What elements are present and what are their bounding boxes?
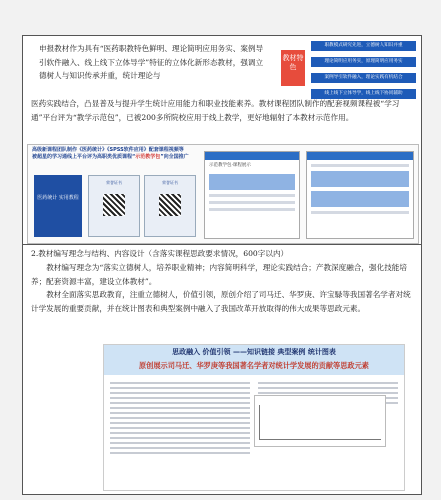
article-header: 思政融入 价值引领 ——知识链接 典型案例 统计图表 原创展示司马迁、华罗庚等我国著名学者对统计学发展的贡献等思政元素 — [104, 345, 404, 375]
article-excerpt-image — [103, 344, 405, 491]
concept-paragraph: 教材编写理念为“落实立德树人，培养职业精神；内容简明科学，理论实践结合；产教深度融合，强化技能培养；配套资源丰富，建设立体教材”。 — [31, 263, 407, 286]
features-tag: 教材特色 — [281, 50, 305, 86]
section-two-heading: 2.教材编写理念与结构、内容设计（含落实课程思政要求情况，600字以内） — [31, 249, 289, 258]
intro-paragraph-top: 申报教材作为具有“医药职教特色鲜明、理论简明应用务实、案例导引软件融入、线上线下立体导学”特征的立体化新形态教材，强调立德树人与知识传承并重，统计理论与 — [39, 44, 264, 81]
qr-code-icon — [159, 194, 181, 216]
certificate-image: 荣誉证书 — [88, 175, 140, 237]
section-two — [23, 244, 421, 494]
feature-item: 线上线下立体导学，线上线下协同辅助 — [311, 89, 416, 99]
document-page — [22, 35, 422, 495]
ideology-paragraph: 教材全面落实思政教育，注重立德树人，价值引领，原创介绍了司马迁、华罗庚、许宝騄等我国著名学者对统计学发展的重要贡献，并在统计图表和典型案例中融入了我国改革开放取得的伟大成果等思政元素。 — [31, 290, 411, 313]
demo-screens-panel — [27, 144, 419, 244]
feature-item: 职教模式研究先进，立德树人知识并重 — [311, 41, 416, 51]
statistics-chart-image — [254, 395, 386, 447]
certificate-image: 荣誉证书 — [144, 175, 196, 237]
section-two-paragraph — [31, 261, 415, 315]
qr-code-icon — [103, 194, 125, 216]
platform-screenshot — [306, 151, 414, 239]
screens-heading: 高级新课程团队制作《医药统计》《SPSS软件应用》配套课程视频等 被超星的学习通线上平台评为高职类优质课程“示范教学包”向全国推广 — [32, 147, 189, 160]
intro-paragraph-bottom: 医药实践结合，凸显普及与提升学生统计应用能力和职业技能素养。教材课程团队制作的配套视频课程被“学习通”平台评为“教学示范包”，已被200多所院校应用于线上教学，更好地辐射了本教材示范作用。 — [31, 99, 400, 122]
platform-screenshot: 示范教学包·课程展示 — [204, 151, 300, 239]
book-cover-image: 医药统计 实用教程 — [34, 175, 82, 237]
section-one — [23, 36, 421, 245]
feature-item: 案例导引软件融入，理论实践有机结合 — [311, 73, 416, 83]
feature-item: 理论简明应用务实，原理简明应用务实 — [311, 57, 416, 67]
